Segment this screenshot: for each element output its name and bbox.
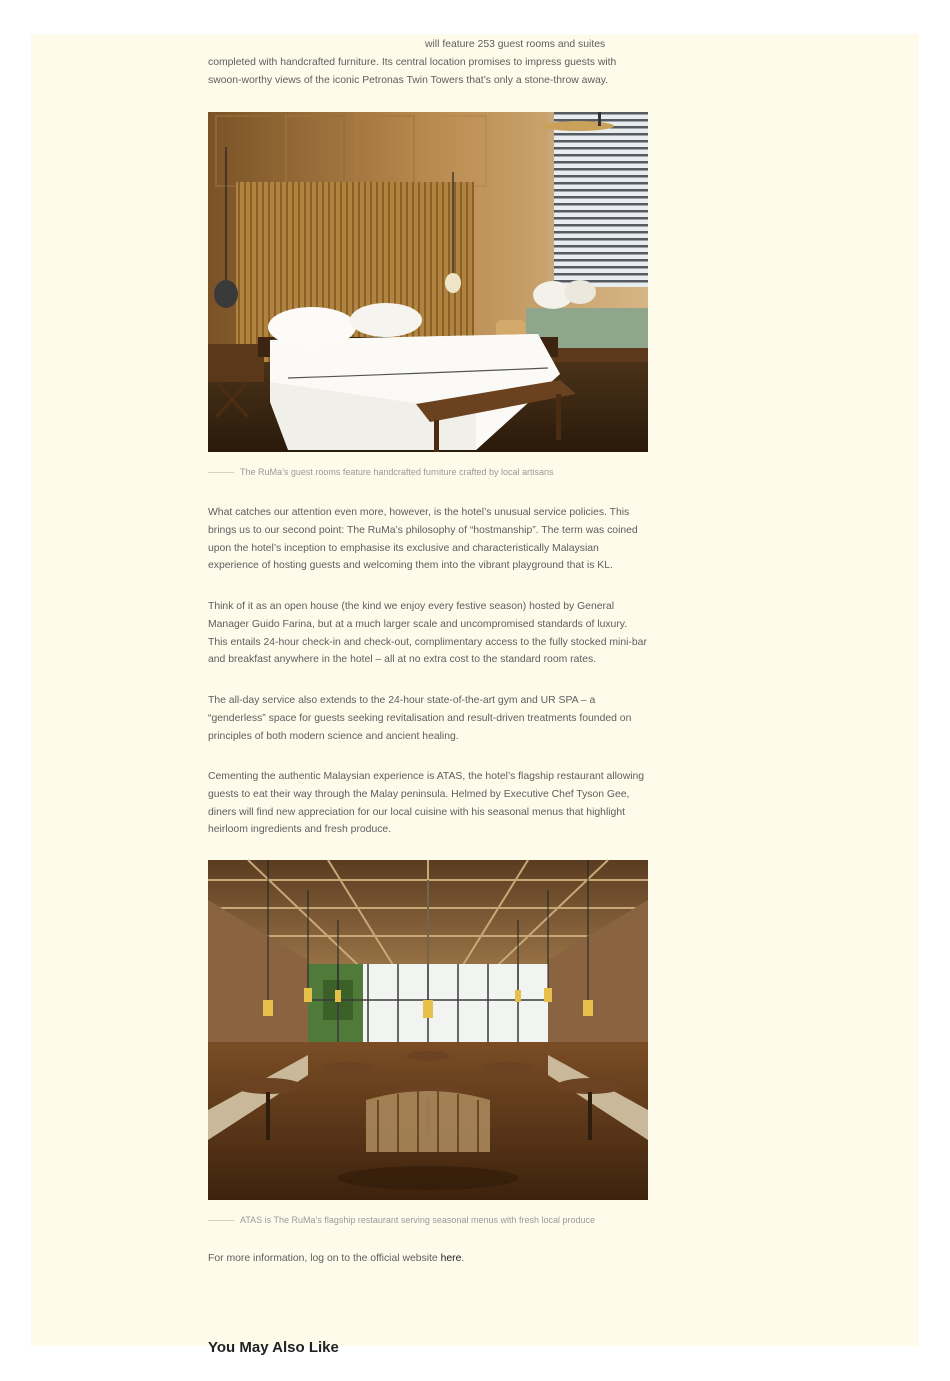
paragraph-hostmanship-text: What catches our attention even more, however, is the hotel’s unusual service policies. This brings us to our second point: The RuMa’s philosophy of “hostmanship”. The term was coined upon the hotel’s inception to emphasise its exclusive and characteristically Malaysian experience of hosting guests and welcoming them into the vibrant playground that is KL. — [208, 507, 638, 572]
restaurant-caption — [208, 1214, 648, 1226]
paragraph-hostmanship — [208, 504, 648, 575]
closing-paragraph — [208, 1250, 648, 1268]
guest-room-illustration — [208, 112, 648, 452]
article-page — [31, 34, 919, 1356]
intro-line-1: will feature 253 guest rooms and suites — [425, 39, 606, 50]
closing-text: For more information, log on to the official website — [208, 1253, 441, 1264]
paragraph-spa — [208, 692, 648, 745]
paragraph-atas — [208, 768, 648, 839]
guest-room-image — [208, 112, 648, 452]
guest-room-caption — [208, 466, 648, 478]
caption-rule — [208, 1220, 234, 1221]
restaurant-image — [208, 860, 648, 1200]
guest-room-caption-text: The RuMa’s guest rooms feature handcrafted furniture crafted by local artisans — [240, 467, 554, 477]
intro-paragraph — [208, 36, 648, 89]
restaurant-illustration — [208, 860, 648, 1200]
official-website-link[interactable]: here — [440, 1253, 462, 1264]
paragraph-open-house-text: Think of it as an open house (the kind we enjoy every festive season) hosted by General Manager Guido Farina, but at a much larger scale and uncompromised standards of luxury. This entails 24-hour check-in and check-out, complimentary access to the fully stocked mini-bar and breakfast anywhere in the hotel – all at no extra cost to the standard room rates. — [208, 601, 647, 666]
paragraph-spa-text: The all-day service also extends to the 24-hour state-of-the-art gym and UR SPA – a “genderless” space for guests seeking revitalisation and result-driven treatments founded on principles of both modern science and ancient healing. — [208, 695, 632, 742]
related-heading: You May Also Like — [208, 1339, 339, 1356]
paragraph-open-house — [208, 598, 648, 669]
restaurant-caption-text: ATAS is The RuMa’s flagship restaurant serving seasonal menus with fresh local produce — [240, 1215, 596, 1225]
paragraph-atas-text: Cementing the authentic Malaysian experience is ATAS, the hotel’s flagship restaurant allowing guests to eat their way through the Malay peninsula. Helmed by Executive Chef Tyson Gee, diners will find new appreciation for our local cuisine with his seasonal menus that highlight heirloom ingredients and fresh produce. — [208, 771, 645, 836]
intro-line-rest: completed with handcrafted furniture. Its central location promises to impress guests with swoon-worthy views of the iconic Petronas Twin Towers that’s only a stone-throw away. — [208, 56, 617, 86]
closing-end: . — [461, 1253, 465, 1264]
caption-rule — [208, 472, 234, 473]
